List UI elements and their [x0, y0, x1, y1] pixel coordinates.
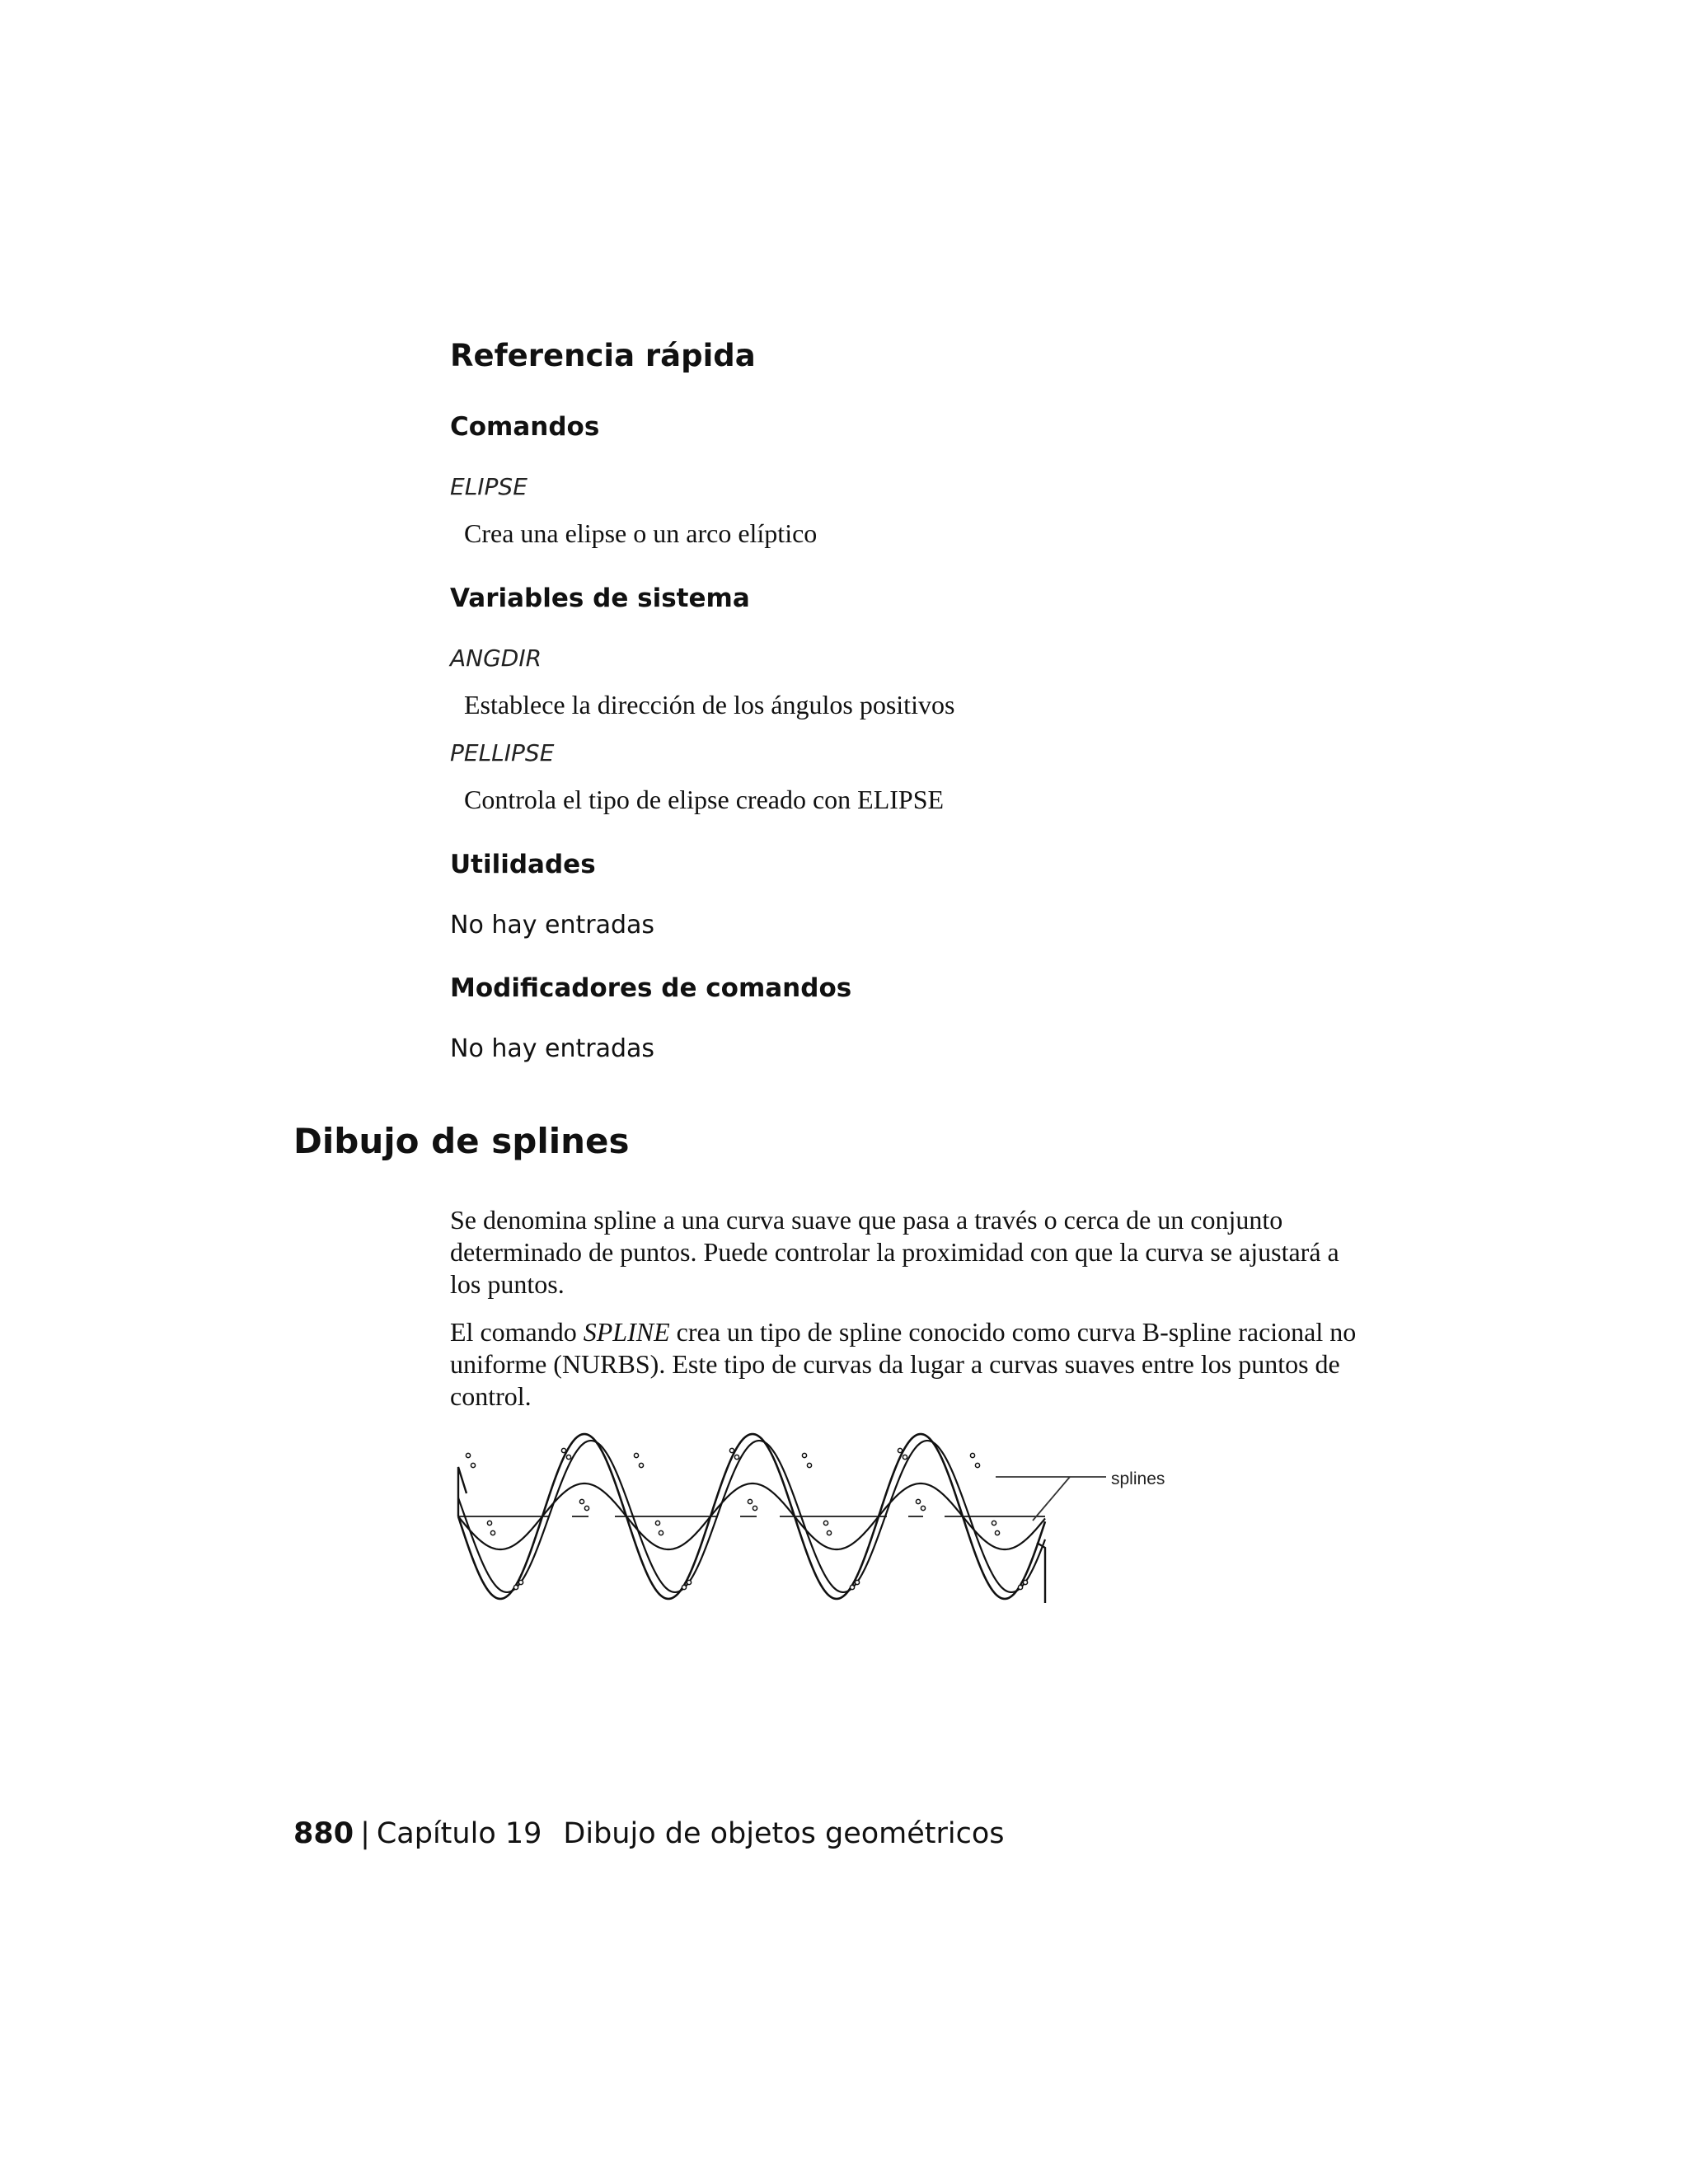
control-point — [1018, 1585, 1022, 1589]
label-leader-lines — [996, 1477, 1106, 1521]
control-point — [802, 1453, 806, 1457]
system-variables-heading: Variables de sistema — [450, 583, 750, 613]
paragraph-text-after: crea un tipo de spline conocido como curva B-spline racional no uniforme (NURBS). Este tipo de curvas da lugar a curvas suaves entre los puntos de control. — [450, 1317, 1357, 1411]
control-point — [916, 1499, 920, 1503]
splines-label: splines — [1111, 1469, 1165, 1488]
control-point — [855, 1580, 859, 1584]
control-point — [921, 1506, 925, 1510]
command-name-spline: SPLINE — [583, 1317, 670, 1347]
control-point — [753, 1506, 757, 1510]
footer-separator: | — [360, 1817, 370, 1850]
section-heading: Dibujo de splines — [293, 1121, 630, 1161]
quick-reference-heading: Referencia rápida — [450, 338, 756, 373]
control-point — [466, 1453, 470, 1457]
control-point — [513, 1585, 518, 1589]
paragraph-spline-command — [450, 1316, 1357, 1413]
variable-term-pellipse: PELLIPSE — [450, 739, 555, 766]
control-point — [471, 1463, 475, 1467]
control-point — [566, 1455, 570, 1459]
paragraph-text-before: El comando — [450, 1317, 584, 1347]
control-point — [659, 1530, 663, 1535]
control-point — [807, 1463, 811, 1467]
control-point — [995, 1530, 999, 1535]
variable-description-angdir: Establece la dirección de los ángulos positivos — [464, 690, 955, 719]
control-point — [970, 1453, 974, 1457]
spline-illustration — [450, 1426, 1192, 1615]
control-points — [466, 1448, 1027, 1589]
control-point — [827, 1530, 831, 1535]
variable-term-angdir: ANGDIR — [450, 644, 542, 672]
control-point — [490, 1530, 495, 1535]
control-point — [639, 1463, 643, 1467]
command-modifiers-text: No hay entradas — [450, 1034, 655, 1063]
control-point — [823, 1521, 828, 1525]
command-term-elipse: ELIPSE — [450, 473, 528, 500]
control-point — [682, 1585, 686, 1589]
control-point — [687, 1580, 691, 1584]
paragraph-spline-definition: Se denomina spline a una curva suave que pasa a través o cerca de un conjunto determinado de puntos. Puede controlar la proximidad con que la curva se ajustará a los puntos. — [450, 1205, 1339, 1299]
control-point — [655, 1521, 659, 1525]
chapter-number: Capítulo 19 — [376, 1817, 542, 1850]
page-number: 880 — [293, 1817, 354, 1850]
commands-heading: Comandos — [450, 412, 600, 442]
control-point — [561, 1448, 565, 1452]
control-point — [734, 1455, 738, 1459]
control-frame-ends — [458, 1467, 1045, 1603]
control-point — [898, 1448, 902, 1452]
control-point — [487, 1521, 491, 1525]
control-point — [975, 1463, 979, 1467]
page-footer — [293, 1817, 1005, 1850]
control-point — [748, 1499, 752, 1503]
chapter-title: Dibujo de objetos geométricos — [563, 1817, 1005, 1850]
control-point — [903, 1455, 907, 1459]
control-point — [1023, 1580, 1027, 1584]
control-point — [850, 1585, 854, 1589]
command-modifiers-heading: Modificadores de comandos — [450, 973, 852, 1003]
control-point — [992, 1521, 996, 1525]
control-point — [518, 1580, 523, 1584]
control-point — [579, 1499, 584, 1503]
command-description-elipse: Crea una elipse o un arco elíptico — [464, 518, 818, 548]
utilities-heading: Utilidades — [450, 850, 596, 879]
utilities-text: No hay entradas — [450, 911, 655, 940]
control-point — [634, 1453, 638, 1457]
control-point — [584, 1506, 588, 1510]
variable-description-pellipse: Controla el tipo de elipse creado con ELIPSE — [464, 785, 945, 814]
control-point — [729, 1448, 734, 1452]
